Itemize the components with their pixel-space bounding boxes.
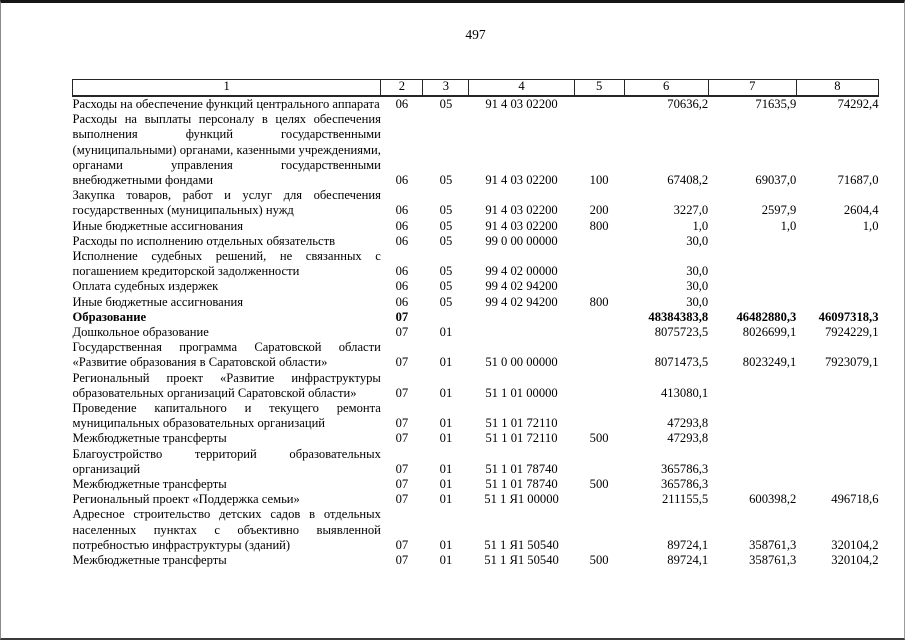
row-amount-cell: 320104,2 [831,553,879,568]
budget-table [72,79,879,568]
row-code-cell: 51 1 Я1 50540 [484,553,559,568]
row-title-cell: Расходы на выплаты персоналу в целях обеспечения выполнения функций государственными (муниципальными) органами, казенными учреждениями, органами управления государственными внебюджетными фондами [72,112,381,188]
row-code-cell: 06 [395,233,409,248]
row-amount-cell: 600398,2 [749,492,797,507]
row-code-cell: 07 [395,385,409,400]
row-title-cell: Дошкольное образование [72,325,209,340]
table-row [73,96,879,112]
row-code-cell: 07 [395,431,409,446]
row-amount-cell: 496718,6 [831,492,879,507]
row-amount-cell [796,249,878,279]
row-amount-cell: 74292,4 [837,97,879,111]
row-amount-cell [708,295,796,310]
row-amount-cell: 365786,3 [661,477,709,492]
table-row [73,310,879,325]
page-number: 497 [465,27,486,42]
row-amount-cell: 413080,1 [661,385,709,400]
table-header-row [73,80,879,97]
table-row [73,295,879,310]
row-code-cell: 07 [395,492,409,507]
row-title-cell: Оплата судебных издержек [72,279,219,294]
row-title-cell: Проведение капитального и текущего ремонта муниципальных образовательных организаций [72,401,381,431]
row-code-cell: 500 [589,477,609,492]
row-code-cell: 07 [395,537,409,552]
column-header-2: 2 [381,80,423,97]
row-code-cell [574,401,624,431]
row-amount-cell [796,447,878,477]
row-amount-cell [708,401,796,431]
row-amount-cell: 46097318,3 [818,309,879,324]
row-code-cell: 01 [439,492,453,507]
row-code-cell [574,310,624,325]
table-row [73,188,879,218]
row-amount-cell: 1,0 [692,218,709,233]
table-row [73,477,879,492]
row-code-cell: 51 1 01 72110 [485,431,558,446]
row-code-cell: 01 [439,416,453,431]
row-code-cell: 06 [395,264,409,279]
row-code-cell: 51 1 Я1 50540 [484,537,559,552]
row-amount-cell: 70636,2 [667,97,709,111]
row-amount-cell: 320104,2 [831,537,879,552]
row-amount-cell [708,447,796,477]
row-amount-cell: 69037,0 [755,173,797,188]
row-code-cell: 800 [589,294,609,309]
row-amount-cell: 47293,8 [667,431,709,446]
row-code-cell [574,447,624,477]
table-row [73,112,879,188]
row-code-cell: 91 4 03 02200 [485,97,558,111]
row-amount-cell: 3227,0 [673,203,709,218]
row-amount-cell [708,279,796,294]
row-code-cell [574,249,624,279]
row-code-cell: 01 [439,477,453,492]
row-amount-cell [708,249,796,279]
row-amount-cell: 71635,9 [755,97,797,111]
row-title-cell: Расходы на обеспечение функций центрального аппарата [72,97,380,111]
row-code-cell: 91 4 03 02200 [485,203,558,218]
row-code-cell: 01 [439,325,453,340]
row-code-cell: 99 4 02 94200 [485,279,558,294]
row-code-cell: 05 [439,218,453,233]
row-amount-cell: 48384383,8 [648,309,709,324]
row-code-cell: 51 1 01 78740 [485,461,558,476]
row-amount-cell: 30,0 [686,294,709,309]
row-code-cell: 06 [395,218,409,233]
table-row [73,553,879,568]
row-code-cell: 07 [395,309,409,324]
row-code-cell: 51 1 01 72110 [485,416,558,431]
row-code-cell: 05 [439,294,453,309]
row-title-cell: Закупка товаров, работ и услуг для обеспечения государственных (муниципальных) нужд [72,188,381,218]
row-amount-cell: 8026699,1 [742,325,797,340]
row-amount-cell: 365786,3 [661,461,709,476]
table-row [73,340,879,370]
row-amount-cell: 67408,2 [667,173,709,188]
table-row [73,279,879,294]
row-title-cell: Государственная программа Саратовской области «Развитие образования в Саратовской области» [72,340,381,370]
row-code-cell: 51 1 01 78740 [485,477,558,492]
table-row [73,219,879,234]
row-amount-cell: 30,0 [686,279,709,294]
row-code-cell: 500 [589,431,609,446]
row-amount-cell: 358761,3 [749,537,797,552]
row-title-cell: Адресное строительство детских садов в отдельных населенных пунктах с объективно выявленной потребностью инфраструктуры (зданий) [72,507,381,552]
row-title-cell: Иные бюджетные ассигнования [72,294,244,309]
row-code-cell: 01 [439,355,453,370]
row-code-cell [574,371,624,401]
table-header [73,80,879,97]
row-title-cell: Региональный проект «Развитие инфраструктуры образовательных организаций Саратовской области» [72,370,381,400]
table-row [73,234,879,249]
table-row [73,371,879,401]
row-amount-cell: 211155,5 [661,492,709,507]
row-code-cell [574,96,624,112]
row-code-cell: 06 [395,97,409,111]
row-amount-cell [708,431,796,446]
row-title-cell: Иные бюджетные ассигнования [72,218,244,233]
row-amount-cell [796,371,878,401]
row-title-cell: Межбюджетные трансферты [72,553,227,568]
row-code-cell: 06 [395,203,409,218]
column-header-1: 1 [73,80,381,97]
row-amount-cell [796,234,878,249]
table-row [73,492,879,507]
row-amount-cell: 1,0 [780,218,797,233]
row-code-cell: 07 [395,325,409,340]
row-amount-cell: 8075723,5 [654,325,709,340]
row-code-cell: 07 [395,416,409,431]
row-code-cell: 06 [395,173,409,188]
row-code-cell: 01 [439,537,453,552]
row-code-cell: 99 4 02 94200 [485,294,558,309]
table-row [73,447,879,477]
row-code-cell [574,492,624,507]
table-row [73,325,879,340]
row-amount-cell [796,401,878,431]
row-amount-cell [708,234,796,249]
row-title-cell: Межбюджетные трансферты [72,431,227,446]
row-code-cell: 200 [589,203,609,218]
row-amount-cell: 358761,3 [749,553,797,568]
row-amount-cell: 7924229,1 [824,325,879,340]
row-code-cell [574,279,624,294]
row-amount-cell: 1,0 [862,218,879,233]
row-code-cell: 01 [439,385,453,400]
row-code-cell: 07 [395,477,409,492]
row-amount-cell: 8071473,5 [654,355,709,370]
row-code-cell: 51 1 Я1 00000 [484,492,559,507]
row-amount-cell: 71687,0 [837,173,879,188]
row-code-cell [574,507,624,553]
row-title-cell: Образование [72,309,147,324]
row-code-cell: 05 [439,97,453,111]
row-amount-cell [796,431,878,446]
row-title-cell: Региональный проект «Поддержка семьи» [72,492,300,507]
row-code-cell [469,310,574,325]
row-title-cell: Благоустройство территорий образовательных организаций [72,446,381,476]
row-code-cell: 07 [395,461,409,476]
row-code-cell: 91 4 03 02200 [485,173,558,188]
column-header-4: 4 [469,80,574,97]
row-amount-cell: 2604,4 [843,203,879,218]
row-code-cell: 51 1 01 00000 [485,385,558,400]
row-code-cell: 51 0 00 00000 [485,355,558,370]
table-row [73,249,879,279]
row-amount-cell: 46482880,3 [736,309,797,324]
row-code-cell: 91 4 03 02200 [485,218,558,233]
row-code-cell: 05 [439,173,453,188]
row-amount-cell [796,279,878,294]
row-code-cell [574,234,624,249]
row-amount-cell: 8023249,1 [742,355,797,370]
row-code-cell: 05 [439,203,453,218]
row-code-cell [469,325,574,340]
row-code-cell: 06 [395,279,409,294]
row-amount-cell: 30,0 [686,233,709,248]
table-row [73,431,879,446]
row-code-cell [574,340,624,370]
row-code-cell: 05 [439,264,453,279]
row-code-cell [423,310,469,325]
row-code-cell: 100 [589,173,609,188]
row-code-cell: 06 [395,294,409,309]
row-amount-cell: 47293,8 [667,416,709,431]
row-code-cell: 01 [439,431,453,446]
row-amount-cell: 89724,1 [667,537,709,552]
column-header-6: 6 [624,80,708,97]
column-header-7: 7 [708,80,796,97]
row-amount-cell: 89724,1 [667,553,709,568]
row-code-cell: 01 [439,553,453,568]
row-amount-cell: 2597,9 [761,203,797,218]
row-title-cell: Исполнение судебных решений, не связанных с погашением кредиторской задолженности [72,249,381,279]
row-amount-cell: 30,0 [686,264,709,279]
row-code-cell: 05 [439,233,453,248]
row-code-cell: 07 [395,553,409,568]
row-code-cell: 01 [439,461,453,476]
row-amount-cell [708,477,796,492]
row-amount-cell: 7923079,1 [824,355,879,370]
row-code-cell: 800 [589,218,609,233]
row-title-cell: Расходы по исполнению отдельных обязательств [72,233,336,248]
row-title-cell: Межбюджетные трансферты [72,477,227,492]
row-code-cell: 99 0 00 00000 [485,233,558,248]
row-code-cell [574,325,624,340]
row-code-cell: 07 [395,355,409,370]
table-row [73,401,879,431]
row-amount-cell [708,371,796,401]
row-amount-cell [796,477,878,492]
column-header-8: 8 [796,80,878,97]
row-amount-cell [796,295,878,310]
column-header-5: 5 [574,80,624,97]
column-header-3: 3 [423,80,469,97]
row-code-cell: 99 4 02 00000 [485,264,558,279]
table-body [73,96,879,568]
table-row [73,507,879,553]
row-code-cell: 05 [439,279,453,294]
row-code-cell: 500 [589,553,609,568]
